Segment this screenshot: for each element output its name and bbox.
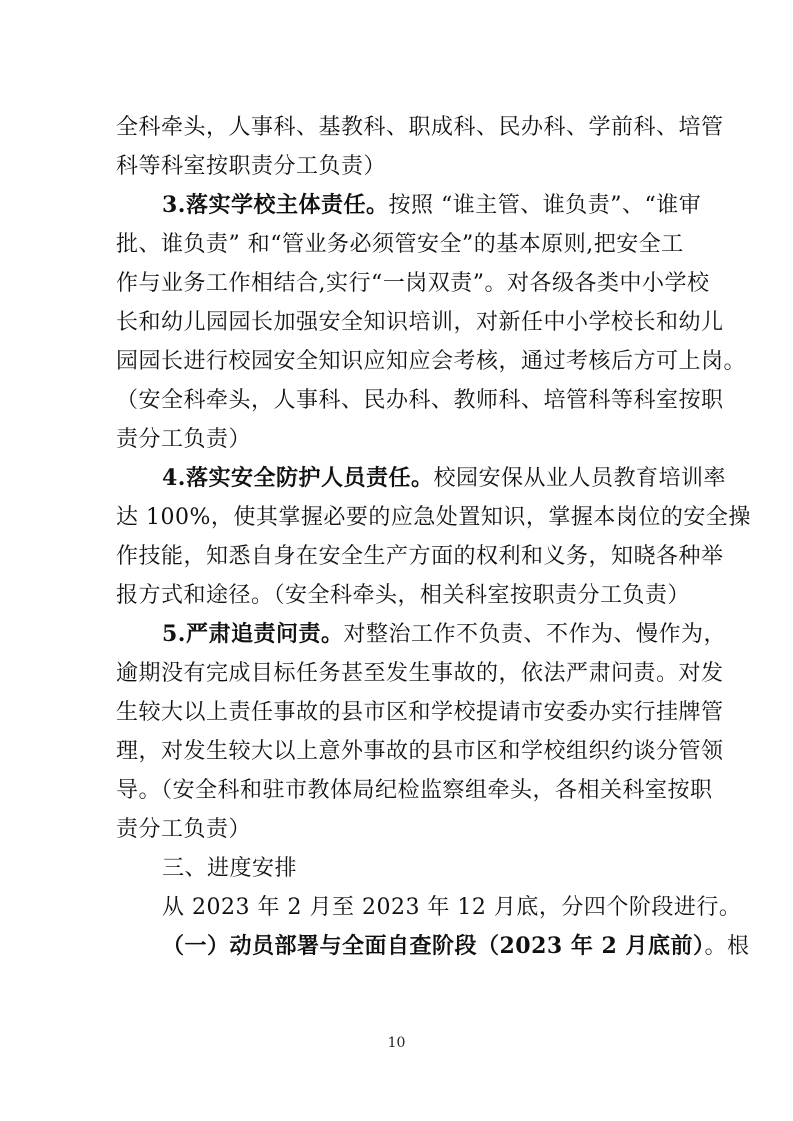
stage-1-text: 。根 [704,934,750,959]
paragraph-line: 生较大以上责任事故的县市区和学校提请市安委办实行挂牌管 [116,700,724,725]
paragraph-line: 园园长进行校园安全知识应知应会考核，通过考核后方可上岗。 [116,349,747,374]
stage-1-line [116,927,750,966]
section-heading: 三、进度安排 [162,856,298,881]
paragraph-line: 理，对发生较大以上意外事故的县市区和学校组织约谈分管领 [116,739,724,764]
page-number: 10 [387,1035,406,1051]
paragraph-line: 批、谁负责” 和“管业务必须管安全”的基本原则,把安全工 [116,232,684,257]
item-3-first-line [116,186,702,225]
item-5-text: 对整治工作不负责、不作为、慢作为， [343,622,726,647]
item-4-text: 校园安保从业人员教育培训率 [433,466,726,491]
paragraph-line: 责分工负责） [116,817,252,842]
section-intro: 从 2023 年 2 月至 2023 年 12 月底，分四个阶段进行。 [162,895,742,920]
paragraph-line: 科等科室按职责分工负责） [116,154,387,179]
stage-1-label: （一）动员部署与全面自查阶段（2023 年 2 月底前） [162,933,705,959]
item-4-label: 4.落实安全防护人员责任。 [162,465,434,491]
paragraph-line: 逾期没有完成目标任务甚至发生事故的，依法严肃问责。对发 [116,661,724,686]
paragraph-line: 全科牵头，人事科、基教科、职成科、民办科、学前科、培管 [116,115,724,140]
paragraph-line: （安全科牵头，人事科、民办科、教师科、培管科等科室按职 [116,388,724,413]
item-5-first-line [116,615,726,654]
paragraph-line: 达 100%，使其掌握必要的应急处置知识，掌握本岗位的安全操 [116,505,751,530]
paragraph-line: 导。（安全科和驻市教体局纪检监察组牵头，各相关科室按职 [116,778,713,803]
item-3-text: 按照 “谁主管、谁负责”、“谁审 [388,193,702,218]
paragraph-line: 长和幼儿园园长加强安全知识培训，对新任中小学校长和幼儿 [116,310,724,335]
item-4-first-line [116,459,726,498]
paragraph-line: 责分工负责） [116,427,252,452]
paragraph-line: 报方式和途径。（安全科牵头，相关科室按职责分工负责） [116,583,691,608]
item-3-label: 3.落实学校主体责任。 [162,192,389,218]
document-body [116,108,751,966]
item-5-label: 5.严肃追责问责。 [162,621,344,647]
paragraph-line: 作与业务工作相结合,实行“一岗双责”。对各级各类中小学校 [116,271,710,296]
paragraph-line: 作技能，知悉自身在安全生产方面的权利和义务，知晓各种举 [116,544,724,569]
